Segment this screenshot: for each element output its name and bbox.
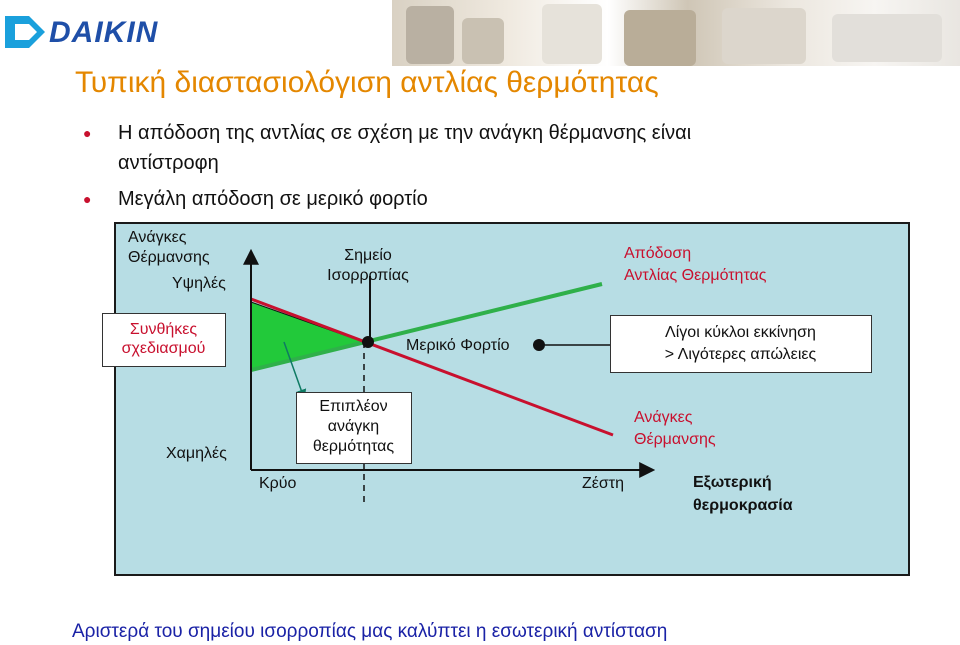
fewer-cycles-line-2: > Λιγότερες απώλειες [664, 346, 817, 363]
design-conditions-line-1: Συνθήκες [129, 321, 198, 338]
x-axis-title-1: Εξωτερική [693, 474, 772, 491]
partial-load-dot [533, 339, 545, 351]
additional-heat-box [296, 392, 412, 464]
x-axis-cold-label: Κρύο [259, 475, 297, 492]
y-axis-low-label: Χαμηλές [166, 445, 227, 462]
diagram-graphics [116, 224, 908, 574]
daikin-logo-mark-icon [5, 14, 47, 50]
additional-heat-line-1: Επιπλέον [319, 398, 388, 415]
x-axis-warm-label: Ζέστη [582, 475, 624, 492]
y-axis-title-2: Θέρμανσης [128, 249, 210, 266]
balance-point-label-1: Σημείο [344, 247, 392, 264]
heat-pump-capacity-label-2: Αντλίας Θερμότητας [624, 267, 767, 284]
diagram-panel [114, 222, 910, 576]
heating-need-label-1: Ανάγκες [634, 409, 693, 426]
fewer-cycles-line-1: Λίγοι κύκλοι εκκίνηση [665, 324, 816, 341]
page-title: Τυπική διαστασιολόγιση αντλίας θερμότητας [75, 66, 659, 99]
footer-note: Αριστερά του σημείου ισορροπίας μας καλύπτει η εσωτερική αντίσταση [72, 621, 668, 642]
design-conditions-line-2: σχεδιασμού [121, 340, 206, 357]
brand-name: DAIKIN [49, 16, 159, 49]
bullet-2: Μεγάλη απόδοση σε μερικό φορτίο [118, 188, 428, 210]
bullet-1-line-2: αντίστροφη [118, 152, 219, 174]
fewer-cycles-box [610, 315, 872, 373]
bullet-marker: ● [83, 125, 92, 141]
additional-heat-line-3: θερμότητας [312, 438, 395, 455]
x-axis-title-2: θερμοκρασία [693, 497, 793, 514]
y-axis-title-1: Ανάγκες [128, 229, 187, 246]
balance-point-dot [362, 336, 374, 348]
partial-load-label: Μερικό Φορτίο [406, 337, 510, 354]
additional-heat-line-2: ανάγκη [327, 418, 380, 435]
bullet-marker: ● [83, 191, 92, 207]
y-axis-high-label: Υψηλές [172, 275, 226, 292]
header-photo-strip [392, 0, 960, 66]
design-conditions-box [102, 313, 226, 367]
heating-need-label-2: Θέρμανσης [634, 431, 716, 448]
balance-point-label-2: Ισορροπίας [327, 267, 409, 284]
heat-pump-capacity-label-1: Απόδοση [624, 245, 692, 262]
bullet-1-line-1: Η απόδοση της αντλίας σε σχέση με την ανάγκη θέρμανσης είναι [118, 122, 692, 144]
daikin-logo [5, 14, 175, 50]
